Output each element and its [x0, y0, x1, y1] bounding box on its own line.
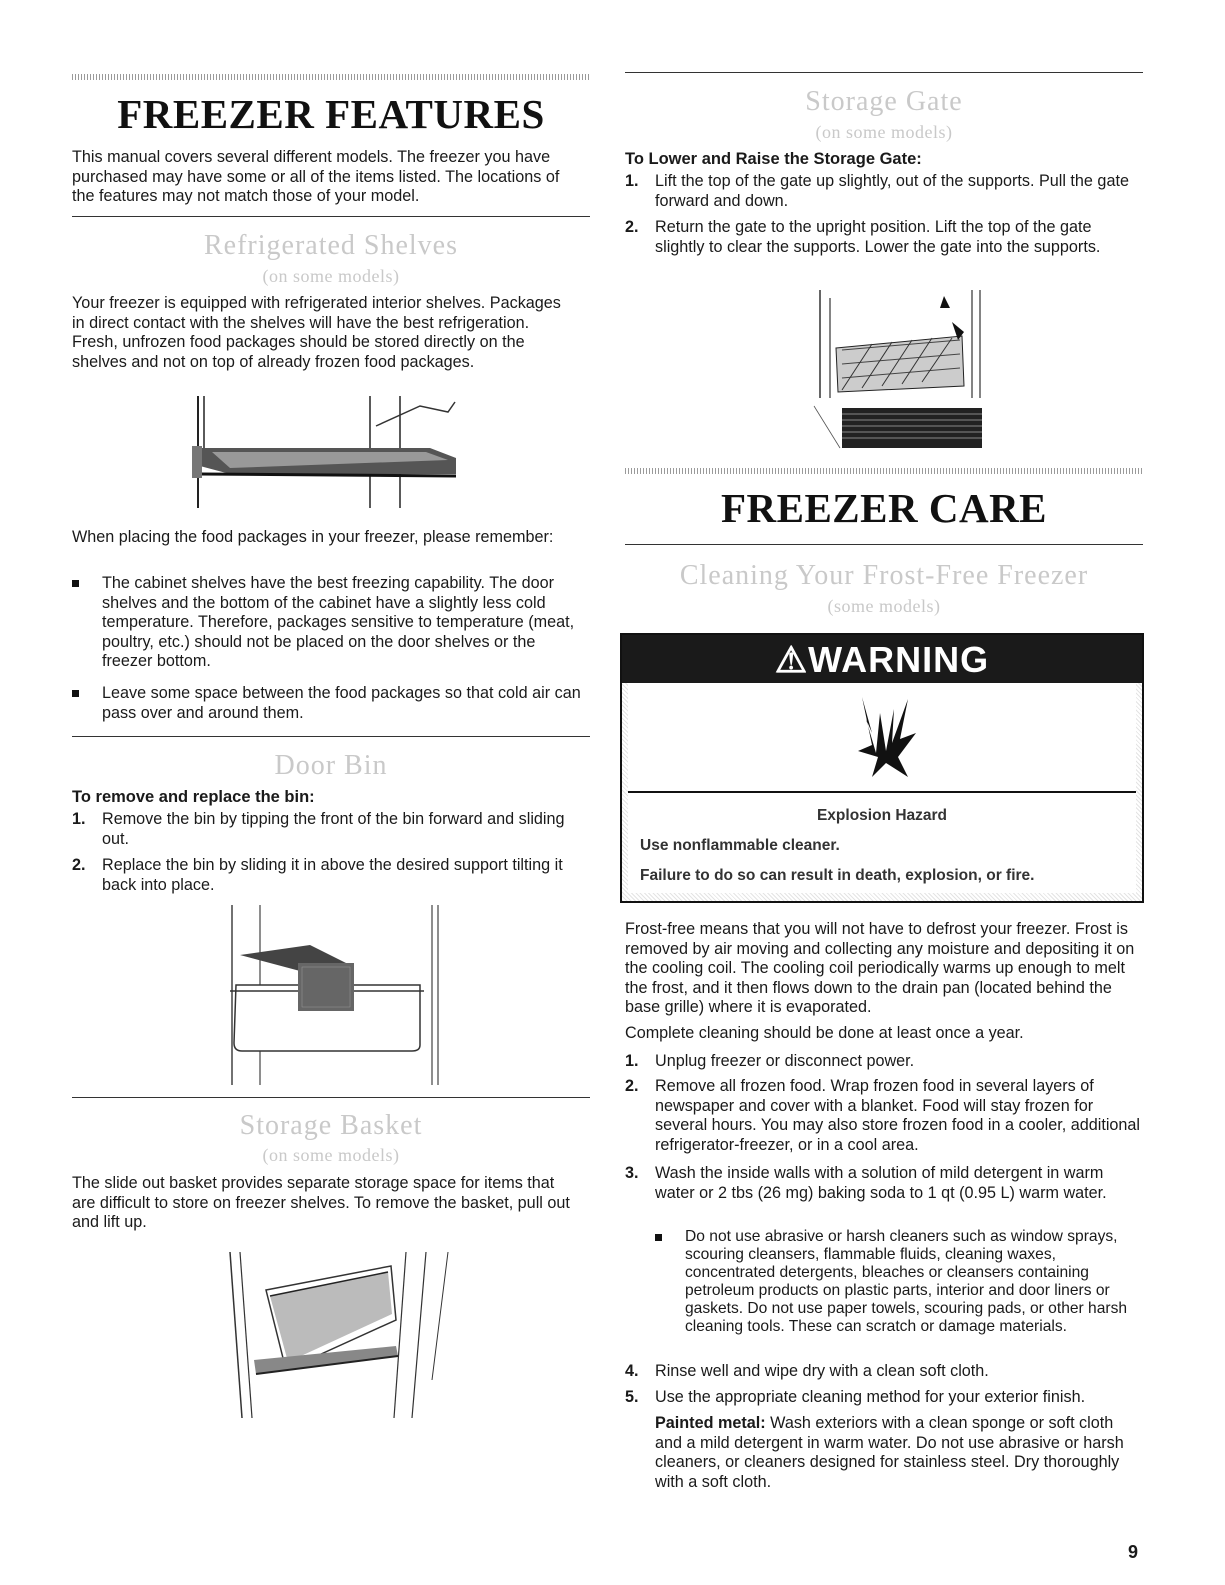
door-bin-heading: To remove and replace the bin:	[72, 788, 315, 806]
painted-metal-paragraph: Painted metal: Wash exteriors with a clean sponge or soft cloth and a mild detergent in warm water. Do not use abrasive or harsh cleaners, or cleaners designed for stainless steel. Dry thoroughly with a soft cloth.	[655, 1414, 1124, 1491]
refrigerated-shelves-subtitle: (on some models)	[262, 266, 400, 286]
warning-header	[622, 635, 1142, 683]
storage-basket-illustration	[226, 1250, 466, 1420]
refrigerated-shelf-illustration	[190, 396, 465, 512]
care-sub-bullet: Do not use abrasive or harsh cleaners such as window sprays, scouring cleansers, flammable fluids, cleaning waxes, concentrated detergents, bleaches or cleansers containing petroleum products on plastic parts, interior and door liners or gaskets. Do not use paper towels, scouring pads, or other harsh cleaning tools. These can scratch or damage materials.	[655, 1228, 1135, 1336]
freezer-care-title: FREEZER CARE	[720, 485, 1048, 531]
frost-free-paragraph: Frost-free means that you will not have to defrost your freezer. Frost is removed by air moving and collecting any moisture and depositing it on the cooling coil. The cooling coil periodically warms up enough to melt the frost, and it then flows down to the drain pan (located behind the base grille) where it is evaporated.	[625, 920, 1135, 1016]
storage-gate-subtitle: (on some models)	[815, 122, 953, 142]
door-bin-illustration	[220, 905, 450, 1090]
shelves-paragraph: Your freezer is equipped with refrigerated interior shelves. Packages in direct contact with the shelves will have the best refrigeration. Fresh, unfrozen food packages should be stored directly on the shelves and not on top of already frozen food packages.	[72, 294, 561, 371]
explosion-icon	[850, 693, 920, 785]
bullet-square-icon	[72, 690, 79, 697]
top-rule-left	[72, 74, 590, 80]
intro-paragraph: This manual covers several different models. The freezer you have purchased may have some or all of the items listed. The locations of the features may not match those of your model.	[72, 148, 560, 205]
placing-paragraph: When placing the food packages in your freezer, please remember:	[72, 528, 554, 546]
warning-label: WARNING	[808, 639, 990, 680]
page-number: 9	[1128, 1542, 1139, 1562]
freezer-features-title: FREEZER FEATURES	[117, 91, 545, 137]
warning-message	[628, 793, 1136, 893]
bullet-square-icon	[72, 580, 79, 587]
storage-basket-subtitle: (on some models)	[262, 1145, 400, 1165]
storage-basket-title: Storage Basket	[239, 1110, 423, 1141]
door-bin-step-2: 2. Replace the bin by sliding it in above the desired support tilting it back into place.	[72, 856, 563, 894]
warning-box	[620, 633, 1144, 903]
section-rule	[72, 216, 590, 217]
warning-line-2: Failure to do so can result in death, explosion, or fire.	[640, 867, 1035, 884]
section-rule	[72, 736, 590, 737]
warning-symbol-panel	[628, 683, 1136, 793]
cleaning-title: Cleaning Your Frost-Free Freezer	[679, 560, 1089, 591]
door-bin-title: Door Bin	[274, 750, 388, 781]
shelves-bullet-1: The cabinet shelves have the best freezing capability. The door shelves and the bottom of the cabinet have a slightly less cold temperature. Therefore, packages sensitive to temperature (meat, poultry, etc.) should not be placed on the door shelves or the freezer bottom.	[72, 574, 586, 672]
warning-line-1: Use nonflammable cleaner.	[640, 837, 840, 854]
door-bin-step-1: 1. Remove the bin by tipping the front of the bin forward and sliding out.	[72, 810, 565, 848]
storage-gate-heading: To Lower and Raise the Storage Gate:	[625, 150, 922, 168]
shelves-bullet-2: Leave some space between the food packages so that cold air can pass over and around them.	[72, 684, 586, 723]
explosion-hazard-label: Explosion Hazard	[816, 807, 948, 824]
storage-gate-title: Storage Gate	[805, 86, 963, 117]
cleaning-subtitle: (some models)	[827, 596, 941, 616]
care-rule	[625, 468, 1143, 474]
care-step-3: 3. Wash the inside walls with a solution of mild detergent in warm water or 2 tbs (26 mg) baking soda to 1 qt (0.95 L) warm water.	[625, 1164, 1107, 1202]
basket-paragraph: The slide out basket provides separate storage space for items that are difficult to store on freezer shelves. To remove the basket, pull out and lift up.	[72, 1174, 570, 1231]
refrigerated-shelves-title: Refrigerated Shelves	[203, 230, 459, 261]
painted-metal-label: Painted metal:	[655, 1414, 766, 1432]
bullet-square-icon	[655, 1234, 662, 1241]
care-step-5: 5. Use the appropriate cleaning method for your exterior finish.	[625, 1388, 1086, 1406]
care-step-2: 2. Remove all frozen food. Wrap frozen food in several layers of newspaper and cover with a blanket. Food will stay frozen for several hours. You may also store frozen food in a cooler, additional refrigerator-freezer, or in a cool area.	[625, 1077, 1141, 1154]
care-step-1: 1. Unplug freezer or disconnect power.	[625, 1052, 915, 1070]
care-step-4: 4. Rinse well and wipe dry with a clean soft cloth.	[625, 1362, 989, 1380]
gate-step-2: 2. Return the gate to the upright position. Lift the top of the gate slightly to clear the supports. Lower the gate into the supports.	[625, 218, 1101, 256]
section-rule	[72, 1097, 590, 1098]
gate-step-1: 1. Lift the top of the gate up slightly, out of the supports. Pull the gate forward and down.	[625, 172, 1129, 210]
storage-gate-illustration	[812, 288, 992, 460]
complete-cleaning-paragraph: Complete cleaning should be done at least once a year.	[625, 1024, 1024, 1042]
top-rule-right	[625, 72, 1143, 73]
section-rule	[625, 544, 1143, 545]
warning-triangle-icon: ⚠	[774, 639, 809, 680]
